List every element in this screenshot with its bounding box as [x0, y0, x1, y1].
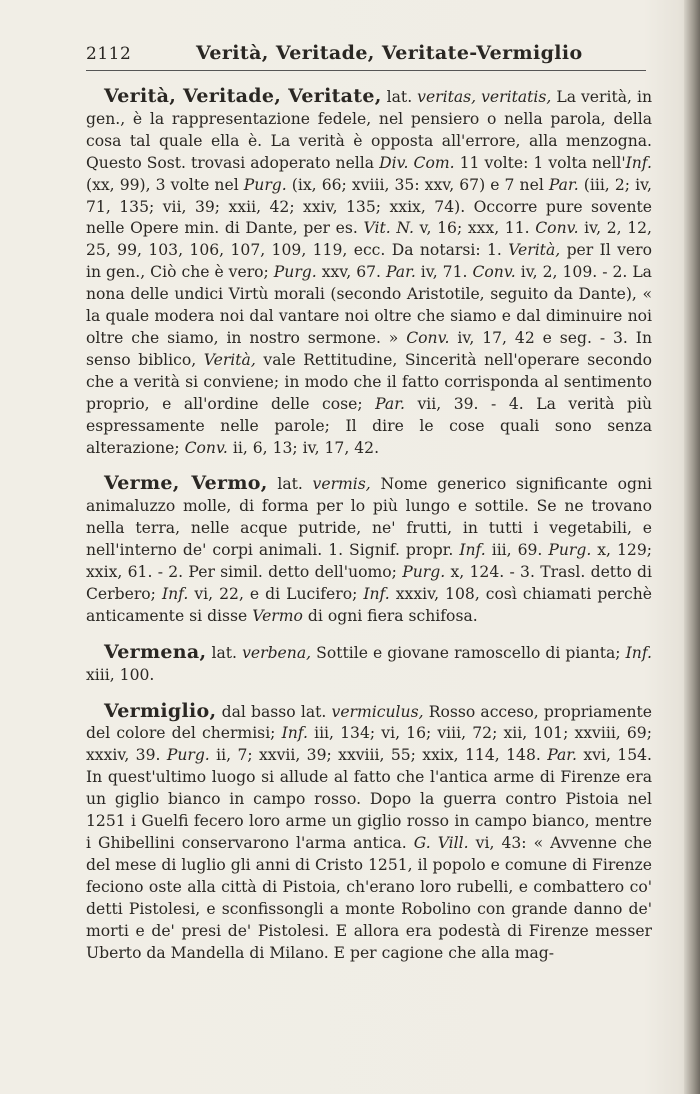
entry-text: 11 volte: 1 volta nell': [454, 153, 626, 172]
entry-italic-text: Verità,: [203, 350, 256, 369]
entry-headword: Verità, Veritade, Veritate,: [104, 85, 382, 107]
entry-text: xxv, 67.: [316, 263, 386, 282]
entry-text: Nome generico significante ogni animaluzzo molle, di forma per lo più lungo e sottile. Se ne trovano nella terra, nelle acque putride, ne' frutti, in tutti i vegetabili, e nell'interno de' corpi animali. 1. Signif. propr.: [86, 475, 652, 560]
page-number: 2112: [86, 44, 132, 64]
entry-italic-text: Purg.: [166, 746, 210, 765]
entry-italic-text: Vit. N.: [363, 219, 414, 238]
entry-headword: Vermiglio,: [104, 699, 217, 722]
entry-text: lat.: [381, 88, 418, 106]
entry-text: (xx, 99), 3 volte nel: [86, 175, 244, 194]
entry-text: vii, 39. - 4. La verità più espressamente nelle parole; Il dire le cose quali sono senza alterazione;: [86, 394, 652, 457]
entry-text: ii, 7; xxvii, 39; xxviii, 55; xxix, 114, 148.: [209, 746, 548, 765]
entry-text: vale Rettitudine, Sincerità nell'operare secondo che a verità si conviene; in modo che il fatto corrisponda al sentimento proprio, e all'ordine delle cose;: [86, 350, 652, 413]
entry-headword: Vermena,: [104, 640, 207, 663]
entry-text: Sottile e giovane ramoscello di pianta;: [311, 643, 626, 662]
entry-text: x, 124. - 3. Trasl. detto di Cerbero;: [86, 563, 652, 603]
dictionary-body: [86, 86, 652, 978]
entry-text: xxxiv, 108, così chiamati perchè anticamente si disse: [86, 584, 652, 625]
entry-text: vi, 43: « Avvenne che del mese di luglio gli anni di Cristo 1251, il popolo e comune di Firenze feciono oste alla città di Pistoia, ch'erano loro rubelli, e combattero co' detti Pistolesi, e sconfissongli a monte Robolino con grande danno de' morti e de' presi de' Pistolesi. E allora era podestà di Firenze messer Uberto da Mandella di Milano. E per cagione che alla mag-: [86, 834, 652, 962]
entry-italic-text: Purg.: [402, 563, 446, 582]
entry-italic-text: Conv.: [184, 438, 228, 457]
entry-italic-text: Par.: [547, 746, 577, 765]
entry-text: v, 16; xxx, 11.: [413, 219, 536, 238]
entry-italic-text: Par.: [548, 175, 579, 194]
entry-italic-text: Par.: [375, 394, 405, 413]
entry-italic-text: Div. Com.: [379, 153, 455, 172]
entry-italic-text: veritas, veritatis,: [417, 88, 552, 106]
entry-text: vi, 22, e di Lucifero;: [188, 584, 364, 603]
entry-italic-text: Inf.: [161, 584, 189, 603]
entry-headword: Verme, Vermo,: [104, 472, 268, 495]
entry-italic-text: Conv.: [406, 328, 450, 347]
entry-text: Rosso acceso, propriamente del colore del chermisi;: [86, 702, 652, 743]
entry-italic-text: Purg.: [548, 541, 592, 560]
entry-italic-text: Conv.: [472, 263, 516, 282]
entry-italic-text: Inf.: [459, 541, 486, 560]
entry-text: (ix, 66; xviii, 35: xxv, 67) e 7 nel: [286, 175, 549, 194]
entry-italic-text: Inf.: [625, 643, 653, 662]
page-header: [86, 40, 646, 70]
entry-italic-text: Vermo: [252, 606, 303, 625]
dictionary-entry: [86, 642, 652, 687]
entry-text: (iii, 2; iv, 71, 135; vii, 39; xxii, 42; xxiv, 135; xxix, 74). Occorre pure sovente nelle Opere min. di Dante, per es.: [86, 175, 653, 238]
running-title: Verità, Veritade, Veritate-Vermiglio: [196, 42, 583, 64]
entry-text: iii, 134; vi, 16; viii, 72; xii, 101; xxviii, 69; xxxiv, 39.: [86, 724, 652, 765]
entry-text: di ogni fiera schifosa.: [302, 606, 478, 625]
entry-italic-text: Purg.: [243, 175, 287, 194]
entry-text: iv, 17, 42 e seg. - 3. In senso biblico,: [86, 328, 652, 369]
entry-text: La verità, in gen., è la rappresentazione fedele, nel pensiero o nella parola, della cosa tal quale ella è. La verità è opposta all'errore, alla menzogna. Questo Sost. trovasi adoperato nella: [86, 88, 653, 172]
entry-text: ii, 6, 13; iv, 17, 42.: [227, 438, 380, 457]
entry-text: lat.: [206, 643, 243, 662]
entry-text: dal basso lat.: [216, 702, 332, 721]
entry-text: iv, 2, 109. - 2. La nona delle undici Virtù morali (secondo Aristotile, seguito da Dante), « la quale modera noi dal vantare noi oltre che siamo e dal diminuire noi oltre che siamo, in nostro sermone. »: [86, 263, 652, 347]
entry-text: x, 129; xxix, 61. - 2. Per simil. detto dell'uomo;: [86, 541, 652, 582]
entry-italic-text: vermis,: [312, 475, 371, 494]
entry-italic-text: Inf.: [363, 584, 390, 603]
entry-italic-text: Verità,: [508, 241, 561, 260]
entry-text: iii, 69.: [485, 541, 549, 560]
entry-text: per Il vero in gen., Ciò che è vero;: [86, 241, 652, 282]
entry-italic-text: Conv.: [535, 219, 579, 238]
dictionary-entry: [86, 473, 652, 627]
book-spine-edge: [684, 0, 700, 1094]
entry-text: xiii, 100.: [86, 665, 155, 684]
entry-italic-text: Purg.: [273, 263, 317, 282]
dictionary-entry: [86, 701, 652, 965]
entry-text: lat.: [267, 475, 313, 494]
entry-text: iv, 2, 12, 25, 99, 103, 106, 107, 109, 119, ecc. Da notarsi: 1.: [86, 219, 653, 260]
entry-italic-text: G. Vill.: [413, 834, 469, 852]
entry-text: xvi, 154. In quest'ultimo luogo si allude al fatto che l'antica arme di Firenze era un giglio bianco in campo rosso. Dopo la guerra contro Pistoia nel 1251 i Guelfi fecero loro arme un giglio rosso in campo bianco, mentre i Ghibellini conservarono l'arma antica.: [86, 746, 652, 852]
entry-italic-text: Par.: [386, 263, 416, 282]
entry-text: iv, 71.: [415, 263, 473, 282]
entry-italic-text: Inf.: [625, 153, 652, 172]
entry-italic-text: Inf.: [281, 724, 308, 743]
dictionary-entry: [86, 86, 652, 459]
header-rule: [86, 70, 646, 71]
entry-italic-text: verbena,: [242, 643, 312, 662]
entry-italic-text: vermiculus,: [331, 702, 424, 721]
